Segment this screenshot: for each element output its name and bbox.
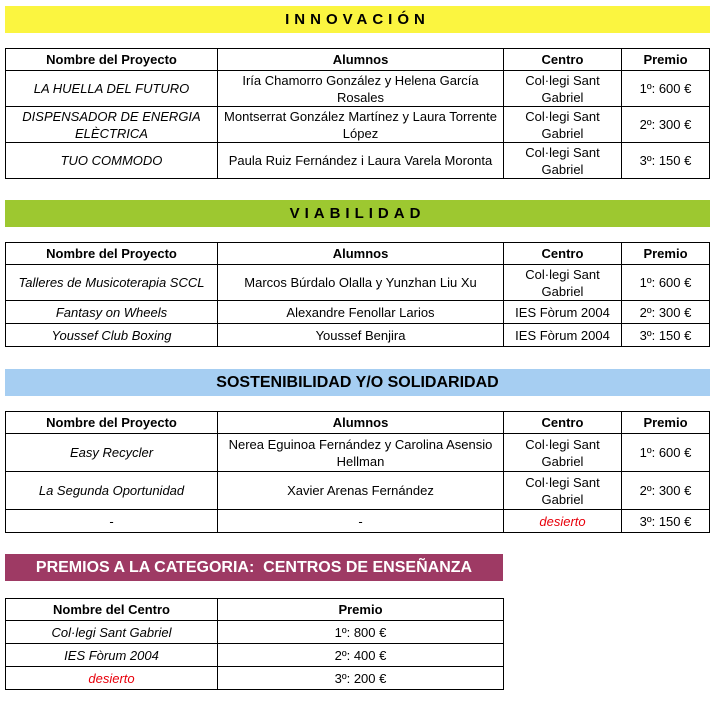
sostenibilidad-banner [5,369,710,396]
center-name: IES Fòrum 2004 [6,644,218,667]
students: Paula Ruiz Fernández i Laura Varela Moronta [218,143,504,179]
header-students: Alumnos [218,49,504,71]
header-center: Centro [504,49,622,71]
center-deserted: desierto [6,667,218,690]
center: Col·legi Sant Gabriel [504,143,622,179]
header-project: Nombre del Proyecto [6,243,218,265]
project-name: Youssef Club Boxing [6,324,218,347]
center: Col·legi Sant Gabriel [504,107,622,143]
prize: 2º: 300 € [622,472,710,510]
table-row [6,143,710,179]
prize: 3º: 150 € [622,324,710,347]
header-center: Centro [504,243,622,265]
project-name: Easy Recycler [6,434,218,472]
prize: 3º: 150 € [622,510,710,533]
students: Montserrat González Martínez y Laura Torrente López [218,107,504,143]
header-center: Centro [504,412,622,434]
header-center-name: Nombre del Centro [6,599,218,621]
students: Marcos Búrdalo Olalla y Yunzhan Liu Xu [218,265,504,301]
prize: 2º: 300 € [622,107,710,143]
innovacion-title: INNOVACIÓN [285,11,430,28]
project-name: Talleres de Musicoterapia SCCL [6,265,218,301]
table-header-row [6,599,504,621]
prize: 3º: 200 € [218,667,504,690]
centros-table [5,598,504,690]
header-students: Alumnos [218,243,504,265]
students: Nerea Eguinoa Fernández y Carolina Asensio Hellman [218,434,504,472]
sostenibilidad-title: SOSTENIBILIDAD Y/O SOLIDARIDAD [216,373,499,391]
centros-banner [5,554,503,581]
header-project: Nombre del Proyecto [6,412,218,434]
table-row [6,434,710,472]
center: IES Fòrum 2004 [504,301,622,324]
header-project: Nombre del Proyecto [6,49,218,71]
center: Col·legi Sant Gabriel [504,265,622,301]
table-row [6,324,710,347]
innovacion-banner [5,6,710,33]
center: Col·legi Sant Gabriel [504,71,622,107]
project-name: La Segunda Oportunidad [6,472,218,510]
students: Youssef Benjira [218,324,504,347]
students: Xavier Arenas Fernández [218,472,504,510]
students: - [218,510,504,533]
project-name: TUO COMMODO [6,143,218,179]
viabilidad-banner [5,200,710,227]
center: Col·legi Sant Gabriel [504,434,622,472]
table-row [6,71,710,107]
header-prize: Premio [622,412,710,434]
table-row [6,107,710,143]
header-students: Alumnos [218,412,504,434]
center-name: Col·legi Sant Gabriel [6,621,218,644]
table-row [6,644,504,667]
prize: 1º: 600 € [622,71,710,107]
project-name: LA HUELLA DEL FUTURO [6,71,218,107]
table-row [6,265,710,301]
center: IES Fòrum 2004 [504,324,622,347]
table-row [6,510,710,533]
prize: 2º: 300 € [622,301,710,324]
sostenibilidad-table [5,411,710,533]
project-name: - [6,510,218,533]
table-row [6,472,710,510]
table-header-row [6,49,710,71]
prize: 1º: 600 € [622,434,710,472]
center-deserted: desierto [504,510,622,533]
prize: 1º: 600 € [622,265,710,301]
centros-title: PREMIOS A LA CATEGORIA: CENTROS DE ENSEÑANZA [35,558,473,576]
students: Alexandre Fenollar Larios [218,301,504,324]
innovacion-table [5,48,710,179]
header-prize: Premio [218,599,504,621]
table-header-row [6,412,710,434]
viabilidad-table [5,242,710,347]
project-name: Fantasy on Wheels [6,301,218,324]
students: Iría Chamorro González y Helena García Rosales [218,71,504,107]
table-row [6,667,504,690]
center: Col·legi Sant Gabriel [504,472,622,510]
prize: 1º: 800 € [218,621,504,644]
viabilidad-title: VIABILIDAD [289,205,426,222]
table-row [6,621,504,644]
header-prize: Premio [622,49,710,71]
prize: 2º: 400 € [218,644,504,667]
project-name: DISPENSADOR DE ENERGIA ELÈCTRICA [6,107,218,143]
table-row [6,301,710,324]
prize: 3º: 150 € [622,143,710,179]
table-header-row [6,243,710,265]
header-prize: Premio [622,243,710,265]
